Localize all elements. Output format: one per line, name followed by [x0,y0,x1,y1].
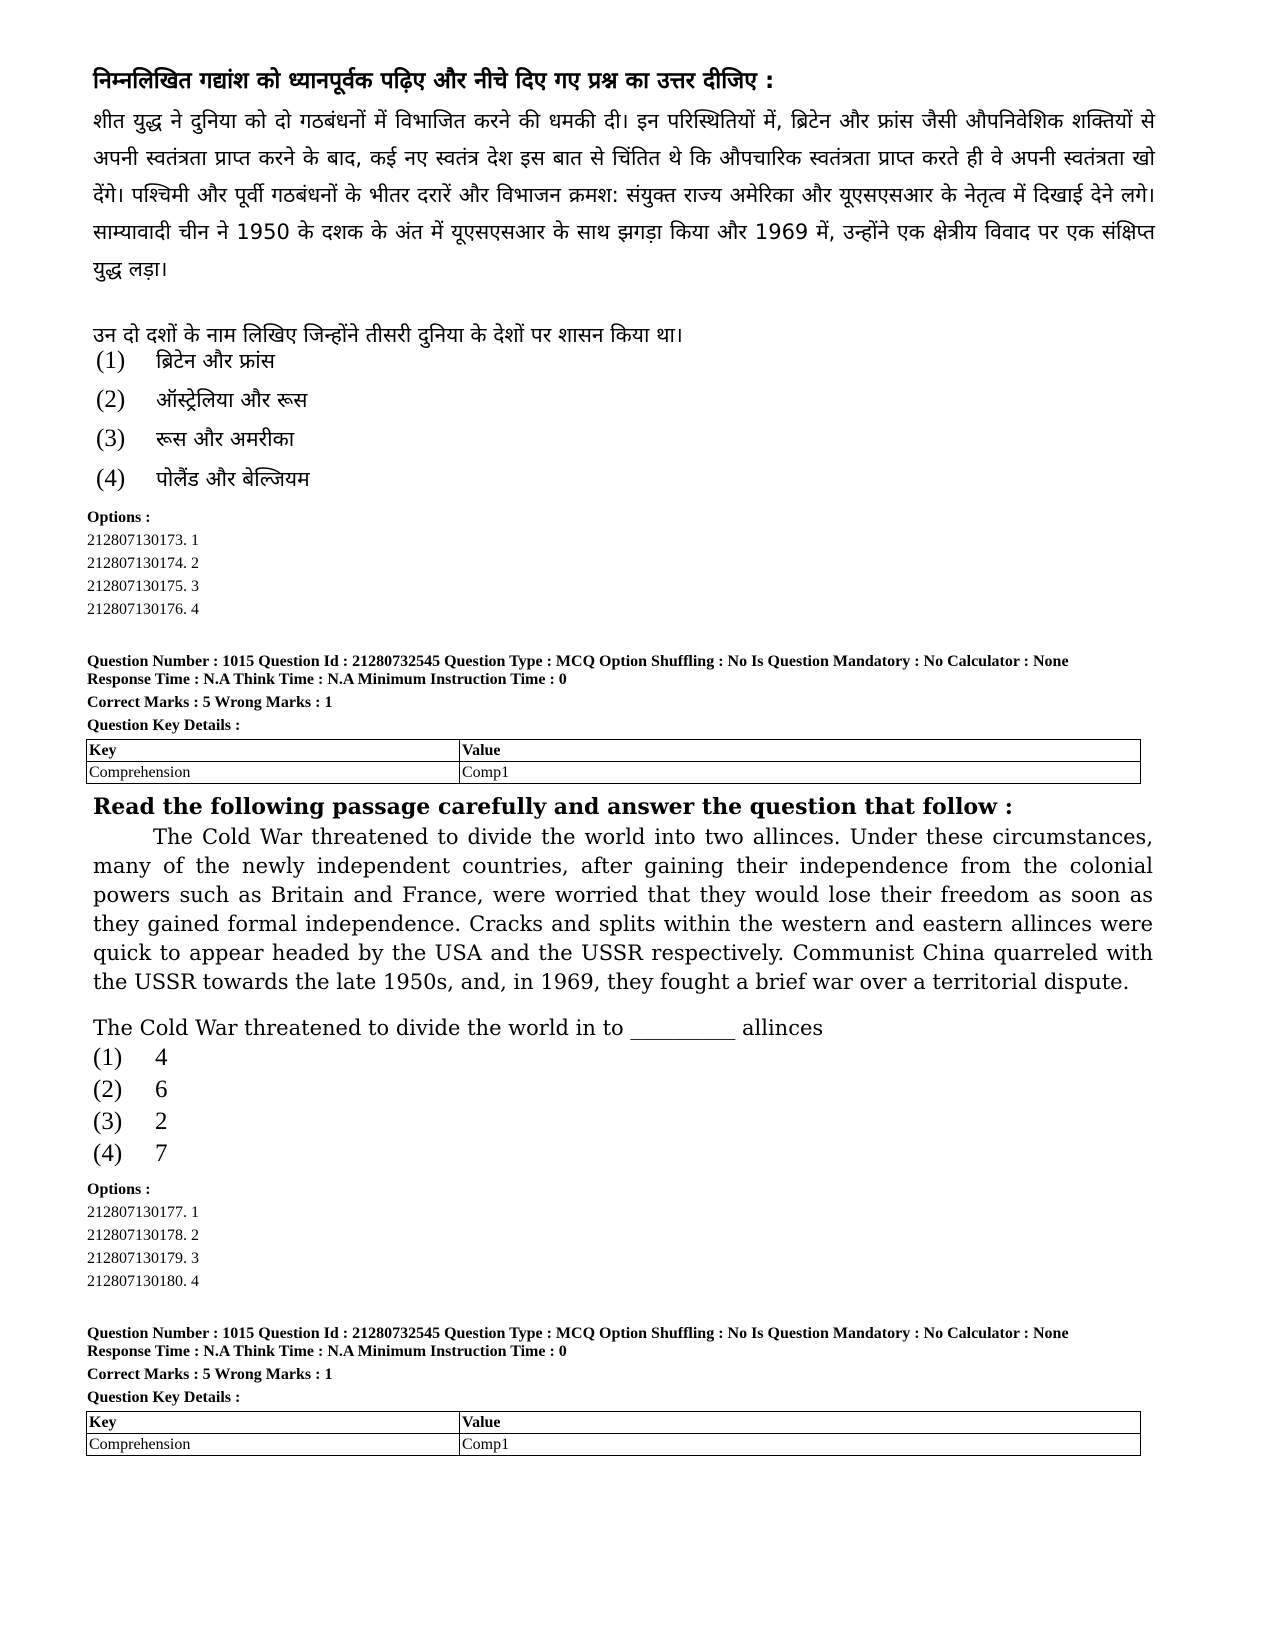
english-option-2 [93,1075,168,1105]
hindi-option-3 [96,422,294,456]
option-text: ब्रिटेन और फ्रांस [156,349,275,373]
table-row [87,1434,1141,1456]
option-text: ऑस्ट्रेलिया और रूस [156,388,308,412]
question-meta-line-2: Response Time : N.A Think Time : N.A Minimum Instruction Time : 0 [87,671,567,688]
hindi-option-1 [96,344,275,378]
table-cell-key: Comprehension [87,1434,460,1456]
table-header-row [87,1412,1141,1434]
option-number: (3) [93,1108,123,1135]
table-cell-key: Comprehension [87,762,460,784]
option-id: 212807130174. 2 [87,555,199,572]
table-header-key: Key [87,740,460,762]
option-number: (1) [93,1044,123,1071]
option-text: 2 [155,1108,168,1135]
option-number: (2) [96,386,126,413]
key-value-table [86,1411,1141,1456]
table-header-value: Value [460,1412,1141,1434]
key-details-label: Question Key Details : [87,717,241,734]
hindi-question: उन दो दशों के नाम लिखिए जिन्होंने तीसरी दुनिया के देशों पर शासन किया था। [93,323,683,347]
marks-line: Correct Marks : 5 Wrong Marks : 1 [87,694,333,711]
table-header-value: Value [460,740,1141,762]
english-option-3 [93,1107,168,1137]
option-text: 4 [155,1044,168,1071]
option-id: 212807130175. 3 [87,578,199,595]
option-text: पोलैंड और बेल्जियम [156,467,310,491]
option-number: (4) [96,465,126,492]
option-id: 212807130180. 4 [87,1273,199,1290]
hindi-option-2 [96,383,307,417]
key-value-table [86,739,1141,784]
table-header-key: Key [87,1412,460,1434]
option-number: (3) [96,425,126,452]
question-meta-line-1: Question Number : 1015 Question Id : 21280732545 Question Type : MCQ Option Shuffling : No Is Question Mandatory : No Calculator : None [87,653,1069,670]
option-number: (2) [93,1076,123,1103]
key-details-label: Question Key Details : [87,1389,241,1406]
option-id: 212807130173. 1 [87,532,199,549]
english-option-1 [93,1043,168,1073]
table-cell-value: Comp1 [460,1434,1141,1456]
table-cell-value: Comp1 [460,762,1141,784]
option-number: (4) [93,1140,123,1167]
english-passage: The Cold War threatened to divide the world into two allinces. Under these circumstances, many of the newly independent countries, after gaining their independence from the colonial powers such as Britain and France, were worried that they would lose their freedom as soon as they gained formal independence. Cracks and splits within the western and eastern allinces were quick to appear headed by the USA and the USSR respectively. Communist China quarreled with the USSR towards the late 1950s, and, in 1969, they fought a brief war over a territorial dispute. [93,825,1153,994]
option-id: 212807130179. 3 [87,1250,199,1267]
option-id: 212807130178. 2 [87,1227,199,1244]
option-number: (1) [96,347,126,374]
options-label: Options : [87,509,151,526]
question-meta-line-1: Question Number : 1015 Question Id : 21280732545 Question Type : MCQ Option Shuffling : No Is Question Mandatory : No Calculator : None [87,1325,1069,1342]
english-question: The Cold War threatened to divide the world in to __________ allinces [93,1016,824,1040]
marks-line: Correct Marks : 5 Wrong Marks : 1 [87,1366,333,1383]
option-text: रूस और अमरीका [156,427,295,451]
hindi-passage: शीत युद्ध ने दुनिया को दो गठबंधनों में विभाजित करने की धमकी दी। इन परिस्थितियों में, ब्रिटेन और फ्रांस जैसी औपनिवेशिक शक्तियों से अपनी स्वतंत्रता प्राप्त करने के बाद, कई नए स्वतंत्र देश इस बात से चिंतित थे कि औपचारिक स्वतंत्रता प्राप्त करते ही वे अपनी स्वतंत्रता खो देंगे। पश्चिमी और पूर्वी गठबंधनों के भीतर दरारें और विभाजन क्रमश: संयुक्त राज्य अमेरिका और यूएसएसआर के नेतृत्व में दिखाई देने लगे। साम्यावादी चीन ने 1950 के दशक के अंत में यूएसएसआर के साथ झगड़ा किया और 1969 में, उन्होंने एक क्षेत्रीय विवाद पर एक संक्षिप्त युद्ध लड़ा। [93,109,1155,281]
option-text: 6 [155,1076,168,1103]
table-header-row [87,740,1141,762]
table-row [87,762,1141,784]
option-id: 212807130177. 1 [87,1204,199,1221]
hindi-heading: निम्नलिखित गद्यांश को ध्यानपूर्वक पढ़िए और नीचे दिए गए प्रश्न का उत्तर दीजिए : [93,68,775,94]
option-id: 212807130176. 4 [87,601,199,618]
english-heading: Read the following passage carefully and answer the question that follow : [93,794,1013,820]
option-text: 7 [155,1140,168,1167]
english-option-4 [93,1139,168,1169]
hindi-option-4 [96,462,310,496]
question-meta-line-2: Response Time : N.A Think Time : N.A Minimum Instruction Time : 0 [87,1343,567,1360]
options-label: Options : [87,1181,151,1198]
